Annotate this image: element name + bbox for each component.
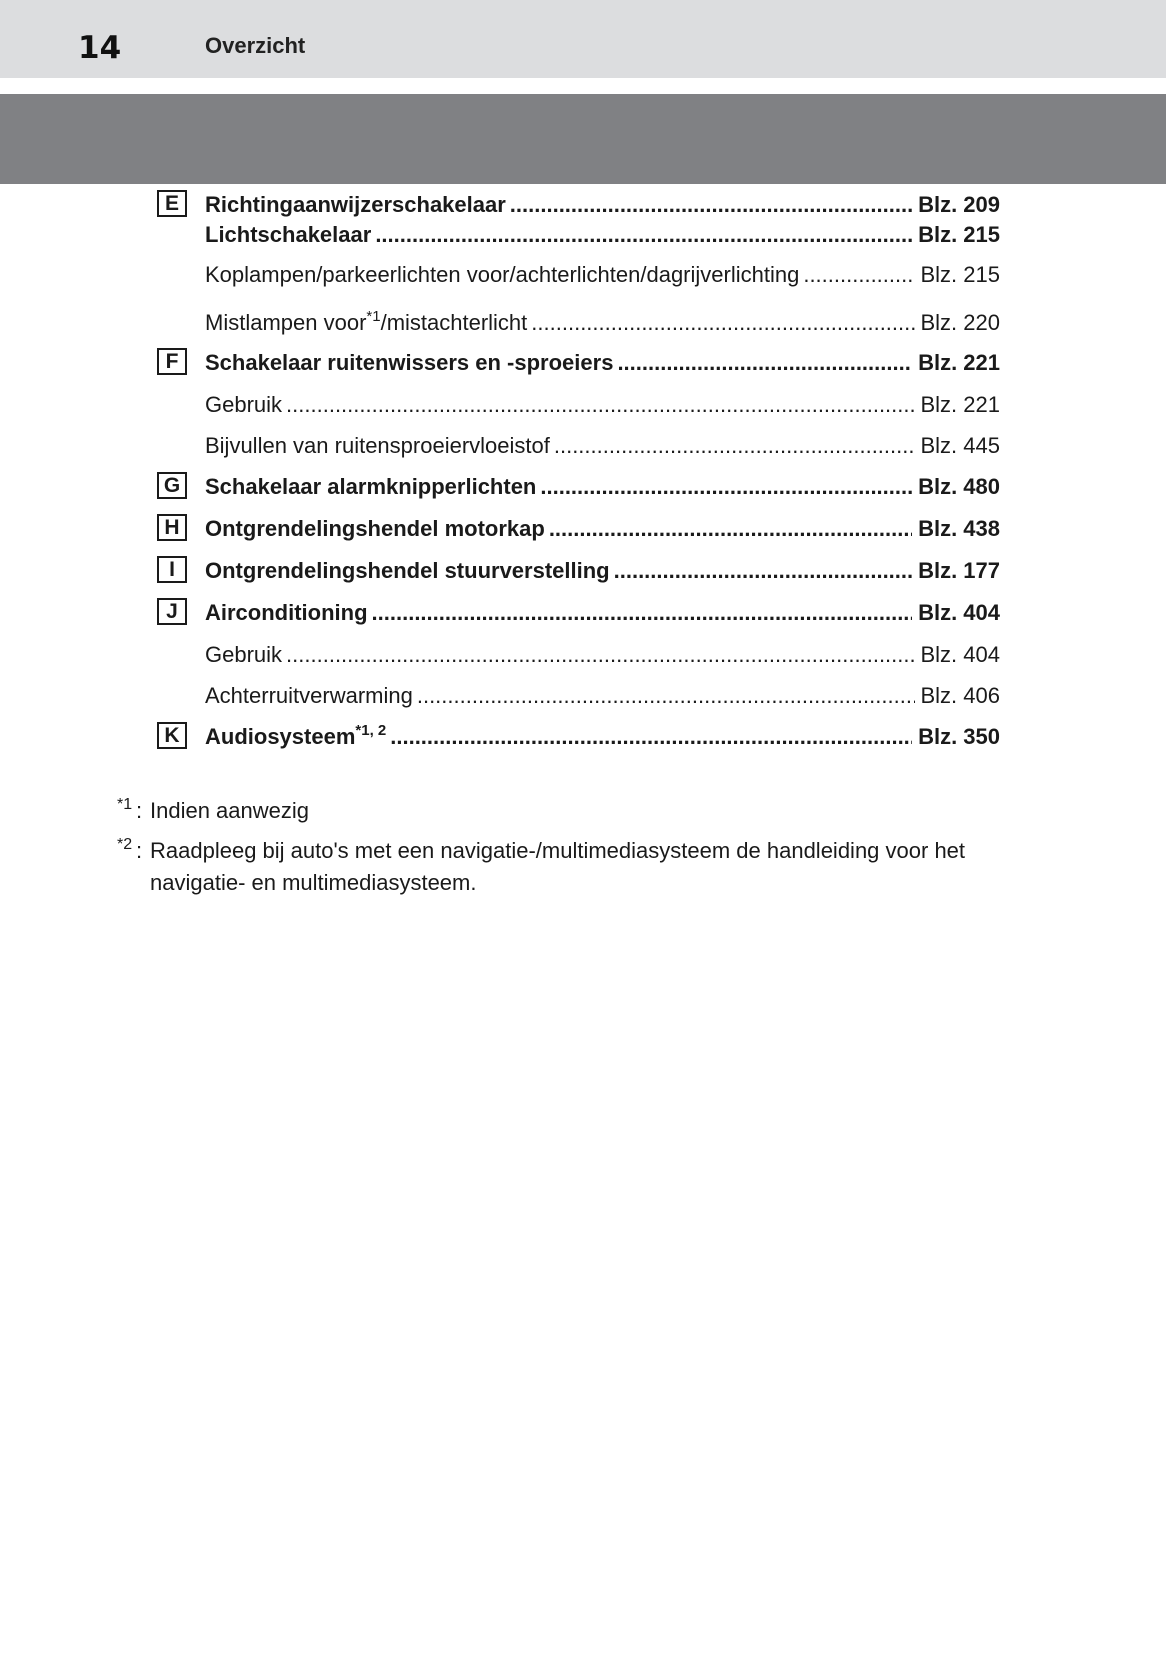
header-divider [0,78,1166,94]
entry-label: Schakelaar alarmknipperlichten [205,474,537,499]
dot-leader [531,310,914,336]
toc-subentry[interactable] [205,258,1000,288]
toc-subentry[interactable] [205,679,1000,709]
toc-subentry[interactable] [205,388,1000,418]
entry-label: Mistlampen voor$^{*1}$/mistachterlicht [205,308,528,335]
dot-leader [549,516,912,542]
entry-page: Blz. 406 [920,683,1000,708]
entry-page: Blz. 438 [918,516,1000,541]
entry-page: Blz. 221 [918,350,1000,375]
entry-page: Blz. 215 [918,222,1000,247]
dot-leader [554,433,915,459]
toc-subentry[interactable] [205,306,1000,336]
letter-box-h: H [157,514,187,541]
dot-leader [417,683,915,709]
footnote-colon: : [136,798,143,823]
toc-entry[interactable] [205,218,1000,248]
entry-page: Blz. 350 [918,724,1000,749]
footnote [117,835,1037,899]
entry-page: Blz. 215 [920,262,1000,287]
footnote-mark: *2 [117,836,133,853]
header-band [0,0,1166,78]
section-title: Overzicht [205,33,306,58]
entry-page: Blz. 404 [920,642,1000,667]
toc-entry[interactable] [205,596,1000,626]
letter-box-f: F [157,348,187,375]
letter-box-j: J [157,598,187,625]
footnote-mark: *1 [117,796,133,813]
entry-page: Blz. 177 [918,558,1000,583]
footnote-marker: *1 [366,308,381,325]
dot-leader [286,642,914,668]
toc-entry[interactable] [205,346,1000,376]
entry-label: Bijvullen van ruitensproeiervloeistof [205,433,550,458]
entry-label: Achterruitverwarming [205,683,413,708]
dot-leader [510,192,912,218]
footnote [117,795,1037,827]
toc-subentry[interactable] [205,638,1000,668]
entry-page: Blz. 209 [918,192,1000,217]
letter-box-k: K [157,722,187,749]
entry-label: Ontgrendelingshendel stuurverstelling [205,558,610,583]
toc-entry[interactable] [205,554,1000,584]
entry-page: Blz. 220 [920,310,1000,335]
dot-leader [372,600,913,626]
letter-box-g: G [157,472,187,499]
letter-box-i: I [157,556,187,583]
entry-label: Audiosysteem$^{*1, 2}$ [205,722,387,749]
entry-label: Ontgrendelingshendel motorkap [205,516,545,541]
footnote-marker: *1, 2 [355,722,387,739]
footnote-colon: : [136,838,143,863]
toc-entry[interactable] [205,470,1000,500]
entry-label: Gebruik [205,642,283,667]
entry-page: Blz. 480 [918,474,1000,499]
toc-entry[interactable] [205,188,1000,218]
toc-entry[interactable] [205,512,1000,542]
dot-leader [286,392,914,418]
entry-page: Blz. 221 [920,392,1000,417]
dot-leader [803,262,914,288]
entry-label: Airconditioning [205,600,368,625]
dot-leader [614,558,912,584]
entry-label: Koplampen/parkeerlichten voor/achterlichten/dagrijverlichting [205,262,800,287]
letter-box-e: E [157,190,187,217]
dot-leader [617,350,912,376]
entry-label: Gebruik [205,392,283,417]
page-number: 14 [78,30,122,66]
entry-label: Lichtschakelaar [205,222,372,247]
toc-entry[interactable] [205,720,1000,750]
entry-page: Blz. 404 [918,600,1000,625]
entry-label: Schakelaar ruitenwissers en -sproeiers [205,350,614,375]
entry-page: Blz. 445 [920,433,1000,458]
dot-leader [390,724,912,750]
footnote-text: Raadpleeg bij auto's met een navigatie-/multimediasysteem de handleiding voor het navigatie- en multimediasysteem. [150,838,966,895]
chapter-bar [0,94,1166,184]
dot-leader [375,222,912,248]
entry-label: Richtingaanwijzerschakelaar [205,192,506,217]
footnote-text: Indien aanwezig [150,798,310,823]
dot-leader [540,474,912,500]
toc-subentry[interactable] [205,429,1000,459]
